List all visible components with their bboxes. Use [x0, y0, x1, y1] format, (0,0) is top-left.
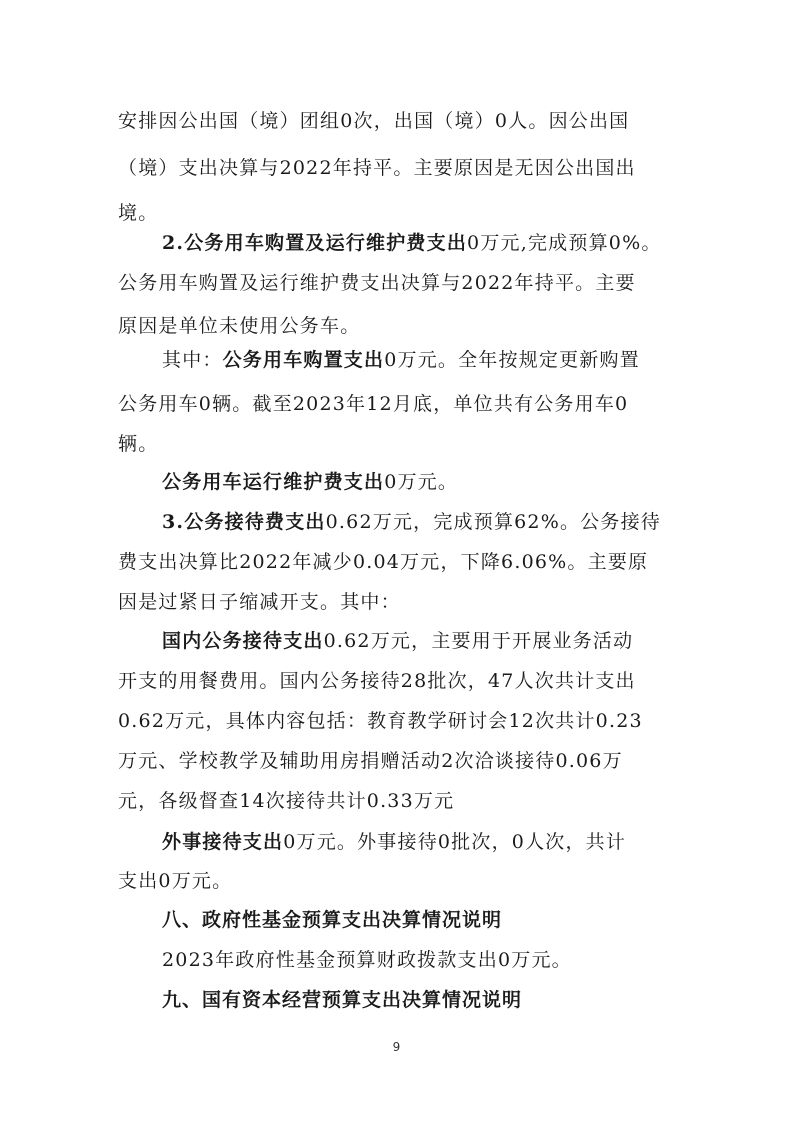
para3-text: 0万元。全年按规定更新购置 — [384, 349, 640, 371]
para5-line3: 因是过紧日子缩减开支。其中： — [118, 591, 401, 613]
para8-line1: 2023年政府性基金预算财政拨款支出0万元。 — [162, 949, 572, 971]
para3-line2: 公务用车0辆。截至2023年12月底，单位共有公务用车0 — [118, 393, 629, 415]
para2-line3: 原因是单位未使用公务车。 — [118, 315, 361, 337]
para6-line5: 元，各级督查14次接待共计0.33万元 — [118, 790, 455, 812]
para4-text: 0万元。 — [384, 471, 459, 493]
para6-bold: 国内公务接待支出 — [162, 630, 324, 652]
para6-line3: 0.62万元，具体内容包括：教育教学研讨会12次共计0.23 — [118, 710, 643, 732]
para7-line1 — [162, 829, 678, 855]
para6-text: 0.62万元，主要用于开展业务活动 — [323, 630, 634, 652]
para6-line4: 万元、学校教学及辅助用房捐赠活动2次洽谈接待0.06万 — [118, 750, 623, 772]
para5-bold: 3.公务接待费支出 — [162, 511, 326, 533]
page-number: 9 — [392, 1040, 401, 1054]
para5-line2: 费支出决算比2022年减少0.04万元，下降6.06%。主要原 — [118, 551, 649, 573]
para2-line2: 公务用车购置及运行维护费支出决算与2022年持平。主要 — [118, 272, 636, 294]
para7-text: 0万元。外事接待0批次，0人次，共计 — [283, 831, 627, 853]
para1-line3: 境。 — [118, 202, 159, 224]
para5-line1 — [162, 509, 678, 535]
para2-line1 — [162, 230, 678, 256]
para3-line3: 辆。 — [118, 433, 159, 455]
para7-line2: 支出0万元。 — [118, 870, 233, 892]
para4-bold: 公务用车运行维护费支出 — [162, 471, 385, 493]
para5-text: 0.62万元，完成预算62%。公务接待 — [325, 511, 661, 533]
section-heading-8: 八、政府性基金预算支出决算情况说明 — [162, 909, 503, 931]
para3-prefix: 其中： — [162, 349, 223, 371]
para3-bold: 公务用车购置支出 — [222, 349, 385, 371]
para6-line1 — [162, 628, 678, 654]
para7-bold: 外事接待支出 — [162, 831, 284, 853]
para2-bold: 2.公务用车购置及运行维护费支出 — [162, 232, 468, 254]
para1-line2: （境）支出决算与2022年持平。主要原因是无因公出国出 — [118, 157, 636, 179]
para2-text: 0万元,完成预算0%。 — [467, 232, 662, 254]
section-heading-9: 九、国有资本经营预算支出决算情况说明 — [162, 989, 523, 1011]
para3-line1 — [162, 347, 678, 373]
para4-line1 — [162, 469, 678, 495]
para1-line1: 安排因公出国（境）团组0次，出国（境）0人。因公出国 — [118, 110, 630, 132]
para6-line2: 开支的用餐费用。国内公务接待28批次，47人次共计支出 — [118, 670, 636, 692]
